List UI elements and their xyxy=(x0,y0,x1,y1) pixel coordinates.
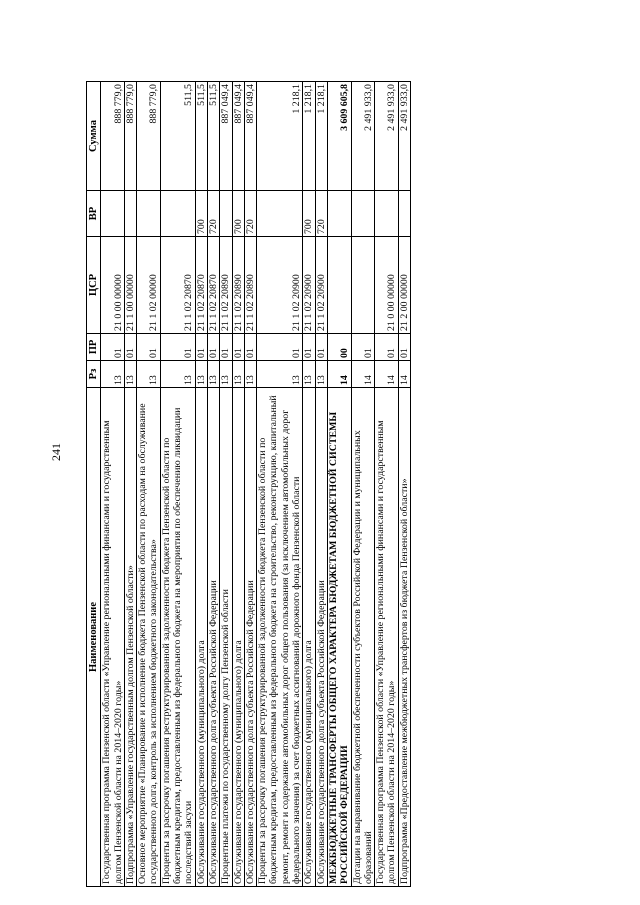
cell-vr xyxy=(137,191,161,237)
cell-name: Основное мероприятие «Планирование и исполнение бюджета Пензенской области по расходам на обслуживание государственного долга, контроль за исполнением бюджетного законодательства» xyxy=(137,388,161,887)
cell-rz: 13 xyxy=(244,361,256,388)
cell-sum: 511,5 xyxy=(195,82,207,191)
cell-sum: 2 491 933,0 xyxy=(398,82,410,191)
cell-pr: 01 xyxy=(375,334,399,361)
cell-rz: 13 xyxy=(160,361,195,388)
cell-sum: 887 049,4 xyxy=(220,82,232,191)
cell-csr xyxy=(327,237,351,334)
cell-csr: 21 1 02 20890 xyxy=(244,237,256,334)
table-row xyxy=(160,82,195,887)
cell-pr: 01 xyxy=(195,334,207,361)
rotated-page-content xyxy=(86,82,546,887)
cell-sum: 888 779,0 xyxy=(137,82,161,191)
cell-pr: 01 xyxy=(220,334,232,361)
table-row xyxy=(101,82,125,887)
table-row xyxy=(195,82,207,887)
cell-name: Обслуживание государственного долга субъекта Российской Федерации xyxy=(244,388,256,887)
cell-csr: 21 1 02 00000 xyxy=(137,237,161,334)
cell-csr: 21 1 02 20900 xyxy=(315,237,327,334)
cell-name: Обслуживание государственного (муниципального) долга xyxy=(195,388,207,887)
cell-name: Обслуживание государственного долга субъекта Российской Федерации xyxy=(207,388,219,887)
cell-pr: 01 xyxy=(257,334,303,361)
table-row xyxy=(303,82,315,887)
cell-vr: 720 xyxy=(315,191,327,237)
table-row xyxy=(207,82,219,887)
cell-rz: 14 xyxy=(327,361,351,388)
cell-pr: 01 xyxy=(232,334,244,361)
cell-name: Обслуживание государственного (муниципального) долга xyxy=(303,388,315,887)
cell-sum: 511,5 xyxy=(207,82,219,191)
cell-csr xyxy=(351,237,375,334)
cell-name: МЕЖБЮДЖЕТНЫЕ ТРАНСФЕРТЫ ОБЩЕГО ХАРАКТЕРА БЮДЖЕТАМ БЮДЖЕТНОЙ СИСТЕМЫ РОССИЙСКОЙ ФЕДЕРАЦИИ xyxy=(327,388,351,887)
cell-vr xyxy=(101,191,125,237)
cell-csr: 21 2 00 00000 xyxy=(398,237,410,334)
cell-rz: 13 xyxy=(315,361,327,388)
cell-vr xyxy=(375,191,399,237)
cell-rz: 14 xyxy=(375,361,399,388)
cell-pr: 01 xyxy=(124,334,136,361)
cell-rz: 13 xyxy=(207,361,219,388)
cell-vr xyxy=(398,191,410,237)
header-rz: Рз xyxy=(87,361,101,388)
header-name: Наименование xyxy=(87,388,101,887)
cell-rz: 13 xyxy=(257,361,303,388)
cell-vr xyxy=(351,191,375,237)
cell-sum: 887 049,4 xyxy=(244,82,256,191)
cell-pr: 01 xyxy=(137,334,161,361)
cell-sum: 1 218,1 xyxy=(303,82,315,191)
cell-pr: 01 xyxy=(398,334,410,361)
table-row xyxy=(137,82,161,887)
cell-name: Подпрограмма «Управление государственным долгом Пензенской области» xyxy=(124,388,136,887)
cell-csr: 21 1 00 00000 xyxy=(124,237,136,334)
budget-table xyxy=(86,81,411,887)
cell-csr: 21 1 02 20900 xyxy=(257,237,303,334)
cell-rz: 14 xyxy=(398,361,410,388)
cell-sum: 1 218,1 xyxy=(257,82,303,191)
cell-vr xyxy=(124,191,136,237)
table-body xyxy=(101,82,411,887)
cell-csr: 21 1 02 20890 xyxy=(220,237,232,334)
cell-pr: 01 xyxy=(351,334,375,361)
table-row xyxy=(315,82,327,887)
cell-pr: 01 xyxy=(315,334,327,361)
cell-rz: 13 xyxy=(101,361,125,388)
table-row xyxy=(351,82,375,887)
cell-pr: 01 xyxy=(303,334,315,361)
table-row xyxy=(244,82,256,887)
cell-csr: 21 0 00 00000 xyxy=(375,237,399,334)
cell-rz: 13 xyxy=(303,361,315,388)
cell-vr xyxy=(257,191,303,237)
table-row xyxy=(375,82,399,887)
cell-sum: 887 049,4 xyxy=(232,82,244,191)
table-row xyxy=(327,82,351,887)
cell-vr: 700 xyxy=(303,191,315,237)
header-csr: ЦСР xyxy=(87,237,101,334)
cell-name: Государственная программа Пензенской области «Управление региональными финансами и государственным долгом Пензенской области на 2014–2020 годы» xyxy=(375,388,399,887)
header-vr: ВР xyxy=(87,191,101,237)
cell-csr: 21 1 02 20890 xyxy=(232,237,244,334)
cell-rz: 13 xyxy=(137,361,161,388)
cell-pr: 01 xyxy=(244,334,256,361)
table-row xyxy=(220,82,232,887)
cell-csr: 21 1 02 20900 xyxy=(303,237,315,334)
cell-sum: 2 491 933,0 xyxy=(375,82,399,191)
cell-vr xyxy=(160,191,195,237)
cell-pr: 01 xyxy=(207,334,219,361)
cell-vr: 700 xyxy=(195,191,207,237)
cell-pr: 01 xyxy=(160,334,195,361)
cell-name: Обслуживание государственного долга субъекта Российской Федерации xyxy=(315,388,327,887)
cell-name: Подпрограмма «Предоставление межбюджетных трансфертов из бюджета Пензенской области» xyxy=(398,388,410,887)
cell-name: Проценты за рассрочку погашения реструктурированной задолженности бюджета Пензенской области по бюджетным кредитам, предоставленным из федерального бюджета на строительство, реконструкцию, капитальный ремонт, ремонт и содержание автомобильных дорог общего пользования (за исключением автомобильных дорог федерального значения) за счет бюджетных ассигнований дорожного фонда Пензенской области xyxy=(257,388,303,887)
cell-vr xyxy=(327,191,351,237)
table-row xyxy=(232,82,244,887)
cell-csr: 21 0 00 00000 xyxy=(101,237,125,334)
table-row xyxy=(257,82,303,887)
header-pr: ПР xyxy=(87,334,101,361)
cell-sum: 1 218,1 xyxy=(315,82,327,191)
cell-name: Дотации на выравнивание бюджетной обеспеченности субъектов Российской Федерации и муниципальных образований xyxy=(351,388,375,887)
table-row xyxy=(398,82,410,887)
cell-rz: 13 xyxy=(124,361,136,388)
cell-rz: 14 xyxy=(351,361,375,388)
cell-vr: 720 xyxy=(244,191,256,237)
cell-name: Государственная программа Пензенской области «Управление региональными финансами и государственным долгом Пензенской области на 2014–2020 годы» xyxy=(101,388,125,887)
table-header-row xyxy=(87,82,101,887)
cell-vr xyxy=(220,191,232,237)
cell-csr: 21 1 02 20870 xyxy=(195,237,207,334)
cell-name: Проценты за рассрочку погашения реструктурированной задолженности бюджета Пензенской области по бюджетным кредитам, предоставленным из федерального бюджета на мероприятия по обеспечению ликвидации последствий засухи xyxy=(160,388,195,887)
cell-name: Процентные платежи по государственному долгу Пензенской области xyxy=(220,388,232,887)
cell-rz: 13 xyxy=(232,361,244,388)
cell-csr: 21 1 02 20870 xyxy=(160,237,195,334)
cell-name: Обслуживание государственного (муниципального) долга xyxy=(232,388,244,887)
cell-sum: 888 779,0 xyxy=(124,82,136,191)
cell-sum: 888 779,0 xyxy=(101,82,125,191)
cell-rz: 13 xyxy=(195,361,207,388)
cell-csr: 21 1 02 20870 xyxy=(207,237,219,334)
cell-rz: 13 xyxy=(220,361,232,388)
cell-sum: 3 609 605,8 xyxy=(327,82,351,191)
cell-sum: 511,5 xyxy=(160,82,195,191)
table-row xyxy=(124,82,136,887)
cell-sum: 2 491 933,0 xyxy=(351,82,375,191)
cell-vr: 720 xyxy=(207,191,219,237)
cell-vr: 700 xyxy=(232,191,244,237)
header-sum: Сумма xyxy=(87,82,101,191)
cell-pr: 00 xyxy=(327,334,351,361)
page-number: 241 xyxy=(49,443,63,461)
cell-pr: 01 xyxy=(101,334,125,361)
